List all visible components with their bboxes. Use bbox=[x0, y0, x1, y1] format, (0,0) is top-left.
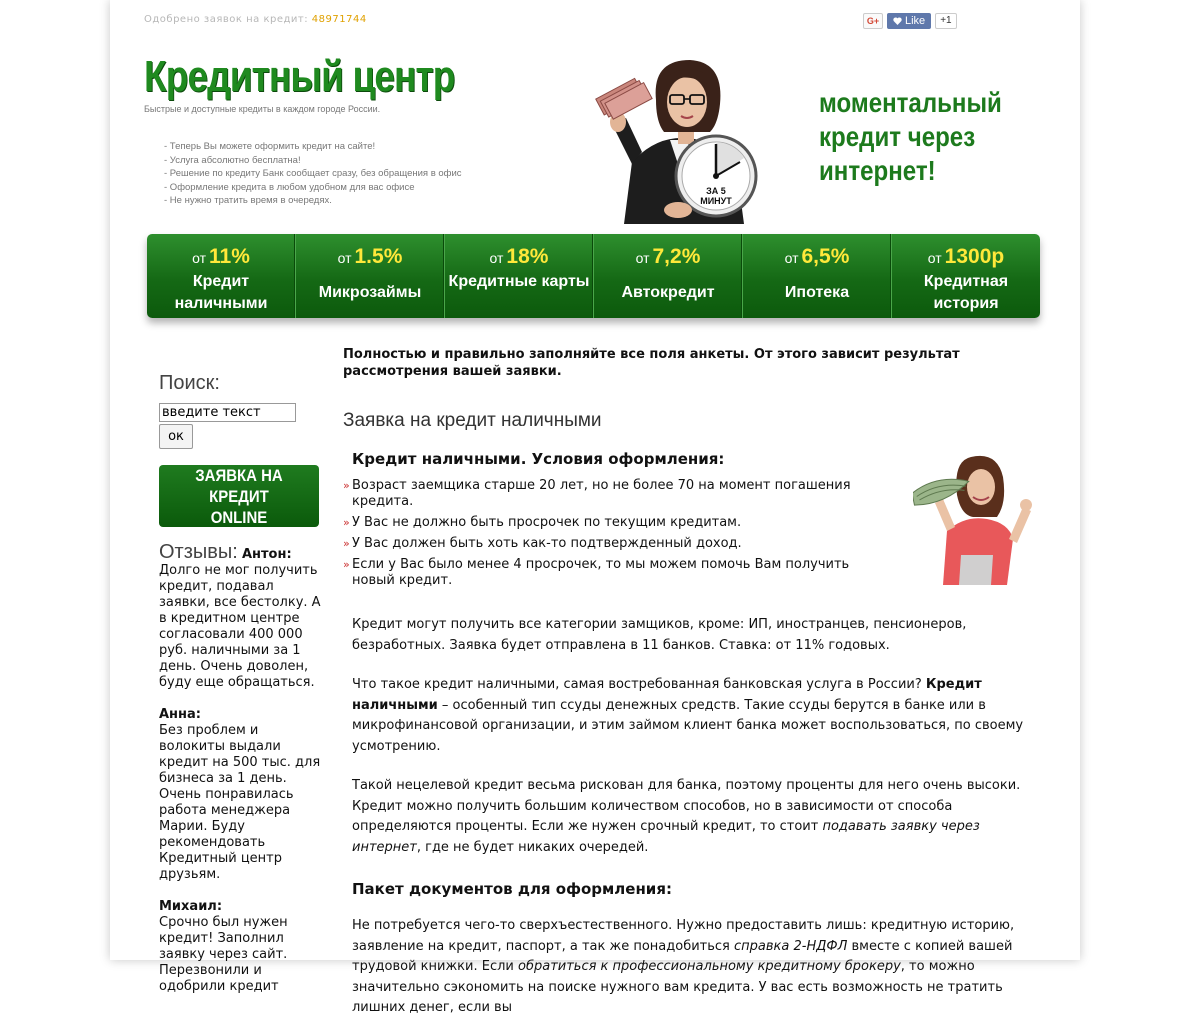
clock-caption-top: ЗА 5 bbox=[706, 186, 726, 196]
facebook-like-button[interactable] bbox=[887, 13, 931, 29]
condition-text: Возраст заемщика старше 20 лет, но не более 70 на момент погашения кредита. bbox=[352, 478, 851, 509]
menu-rate: 1300р bbox=[944, 245, 1005, 268]
list-item bbox=[343, 557, 873, 589]
menu-rate-prefix: от bbox=[489, 250, 504, 266]
banner-line: ONLINE bbox=[210, 507, 268, 527]
menu-label: Кредитные карты bbox=[448, 273, 590, 290]
paragraph-text: Такой нецелевой кредит весьма рискован для банка, поэтому проценты для него очень высоки. Кредит можно получить большим количеством способов, но в зависимости от способа определяются проценты. Если же нужен срочный кредит, то стоит bbox=[352, 778, 1021, 834]
menu-item-mortgage[interactable] bbox=[743, 234, 892, 318]
feature-item: - Оформление кредита в любом удобном для вас офисе bbox=[164, 181, 415, 193]
approved-label: Одобрено заявок на кредит: bbox=[144, 14, 309, 25]
sidebar bbox=[159, 372, 324, 1011]
site-logo[interactable]: Кредитный центр bbox=[144, 52, 455, 101]
review-text: Срочно был нужен кредит! Заполнил заявку через сайт. Перезвонили и одобрили кредит bbox=[159, 915, 288, 994]
feature-item: - Решение по кредиту Банк сообщает сразу, без обращения в офис bbox=[164, 168, 462, 179]
woman-with-money-image bbox=[913, 443, 1033, 585]
review-author: Анна: bbox=[159, 707, 201, 722]
review-author: Антон: bbox=[241, 547, 292, 562]
menu-rate-prefix: от bbox=[192, 250, 206, 266]
paragraph-link[interactable]: справка 2-НДФЛ bbox=[734, 938, 848, 954]
google-plus-share-button[interactable]: G+ bbox=[863, 13, 883, 29]
review-item bbox=[159, 541, 324, 691]
menu-label: Кредит наличными bbox=[174, 273, 268, 312]
bullet-arrow-icon: » bbox=[343, 516, 350, 529]
menu-rate-prefix: от bbox=[635, 250, 650, 266]
paragraph-text: , то можно значительно сэкономить на поиске нужного вам кредита. У вас есть возможность не тратить лишних денег, если вы bbox=[352, 959, 1003, 1015]
banner-line: ЗАЯВКА НА КРЕДИТ bbox=[195, 465, 283, 506]
paragraph-what-is-credit bbox=[343, 675, 1033, 757]
social-buttons bbox=[863, 13, 957, 29]
menu-item-auto-credit[interactable] bbox=[594, 234, 743, 318]
paragraph-risk bbox=[343, 776, 1033, 858]
woman-with-clock-image bbox=[594, 52, 764, 224]
apply-online-banner[interactable] bbox=[159, 465, 319, 527]
review-item bbox=[159, 899, 324, 995]
search-input[interactable] bbox=[159, 403, 296, 422]
bullet-arrow-icon: » bbox=[343, 537, 350, 550]
conditions-title: Кредит наличными. Условия оформления: bbox=[352, 450, 725, 468]
paragraph-text: вместе с копией вашей трудовой книжки. Если bbox=[352, 938, 1013, 974]
menu-item-cash-credit[interactable] bbox=[147, 234, 296, 318]
paragraph-text: Что такое кредит наличными, самая востребованная банковская услуга в России? bbox=[352, 677, 926, 692]
paragraph-documents bbox=[343, 916, 1033, 1019]
feature-item: - Услуга абсолютно бесплатна! bbox=[164, 154, 301, 166]
page-title: Заявка на кредит наличными bbox=[343, 410, 602, 431]
review-text: Без проблем и волокиты выдали кредит на 500 тыс. для бизнеса за 1 день. Очень понравилась работа менеджера Марии. Буду рекомендовать Кредитный центр друзьям. bbox=[159, 723, 321, 882]
reviews-title: Отзывы: bbox=[159, 541, 238, 563]
paragraph-text: – особенный тип ссуды денежных средств. Такие ссуды берутся в банке или в микрофинансовой организации, и этим займом клиент банка может воспользоваться, по своему усмотрению. bbox=[352, 697, 1024, 754]
clock-caption-bottom: МИНУТ bbox=[700, 196, 732, 206]
feature-item: - Не нужно тратить время в очередях. bbox=[164, 195, 332, 206]
condition-text: Если у Вас было менее 4 просрочек, то мы можем помочь Вам получить новый кредит. bbox=[352, 557, 850, 588]
conditions-list bbox=[343, 478, 873, 589]
site-tagline: Быстрые и доступные кредиты в каждом городе России. bbox=[144, 104, 381, 114]
search-button[interactable]: ок bbox=[159, 424, 193, 449]
review-author: Михаил: bbox=[159, 899, 223, 914]
menu-item-microloans[interactable] bbox=[296, 234, 445, 318]
menu-rate: 11% bbox=[209, 245, 250, 268]
menu-item-credit-cards[interactable] bbox=[445, 234, 594, 318]
review-text: Долго не мог получить кредит, подавал заявки, все бестолку. А в кредитном центре согласовали 400 000 руб. наличными за 1 день. Очень доволен, буду еще обращаться. bbox=[159, 563, 321, 690]
heart-icon bbox=[893, 17, 902, 25]
approved-counter bbox=[144, 14, 367, 25]
feature-list bbox=[164, 140, 462, 208]
page-container bbox=[110, 0, 1080, 1015]
bullet-arrow-icon: » bbox=[343, 558, 350, 571]
slogan-line: интернет! bbox=[819, 155, 936, 186]
menu-label: Кредитная история bbox=[923, 273, 1009, 312]
hero-slogan bbox=[819, 86, 1002, 188]
bullet-arrow-icon: » bbox=[343, 479, 350, 492]
menu-rate-prefix: от bbox=[927, 250, 942, 266]
main-menu bbox=[147, 234, 1040, 318]
review-item bbox=[159, 707, 324, 883]
slogan-line: моментальный bbox=[819, 87, 1002, 118]
menu-rate: 1.5% bbox=[354, 245, 403, 268]
menu-label: Ипотека bbox=[784, 284, 850, 301]
menu-rate: 6,5% bbox=[801, 245, 850, 268]
plus-one-button[interactable]: +1 bbox=[935, 13, 956, 29]
paragraph-link[interactable]: обратиться к профессиональному кредитному брокеру bbox=[518, 959, 901, 974]
menu-rate-prefix: от bbox=[337, 250, 352, 266]
paragraph-eligibility: Кредит могут получить все категории замщиков, кроме: ИП, иностранцев, пенсионеров, безработных. Заявка будет отправлена в 11 банков. Ставка: от 11% годовых. bbox=[352, 617, 967, 653]
menu-label: Автокредит bbox=[621, 284, 715, 301]
paragraph-bold-text: Кредит наличными bbox=[352, 677, 982, 713]
paragraph-link[interactable]: подавать заявку через интернет bbox=[352, 819, 980, 855]
main-content bbox=[343, 346, 1033, 1019]
feature-item: - Теперь Вы можете оформить кредит на сайте! bbox=[164, 141, 376, 152]
menu-rate: 7,2% bbox=[652, 245, 701, 268]
slogan-line: кредит через bbox=[819, 121, 976, 152]
like-label: Like bbox=[905, 15, 926, 27]
documents-title: Пакет документов для оформления: bbox=[352, 880, 672, 898]
menu-item-credit-history[interactable] bbox=[892, 234, 1040, 318]
menu-rate-prefix: от bbox=[784, 250, 799, 266]
approved-count: 48971744 bbox=[311, 14, 367, 25]
list-item bbox=[343, 536, 873, 552]
menu-rate: 18% bbox=[506, 245, 549, 268]
condition-text: У Вас не должно быть просрочек по текущим кредитам. bbox=[352, 515, 742, 530]
paragraph-text: Не потребуется чего-то сверхъестественного. Нужно предоставить лишь: кредитную историю, заявление на кредит, паспорт, а так же понадобиться bbox=[352, 918, 1015, 954]
list-item bbox=[343, 515, 873, 531]
form-notice: Полностью и правильно заполняйте все поля анкеты. От этого зависит результат рассмотрения вашей заявки. bbox=[343, 347, 960, 379]
paragraph-text: , где не будет никаких очередей. bbox=[416, 839, 649, 855]
condition-text: У Вас должен быть хоть как-то подтвержденный доход. bbox=[352, 536, 742, 551]
reviews-section bbox=[159, 541, 324, 995]
list-item bbox=[343, 478, 873, 510]
menu-label: Микрозаймы bbox=[318, 284, 422, 301]
search-title: Поиск: bbox=[159, 372, 220, 394]
